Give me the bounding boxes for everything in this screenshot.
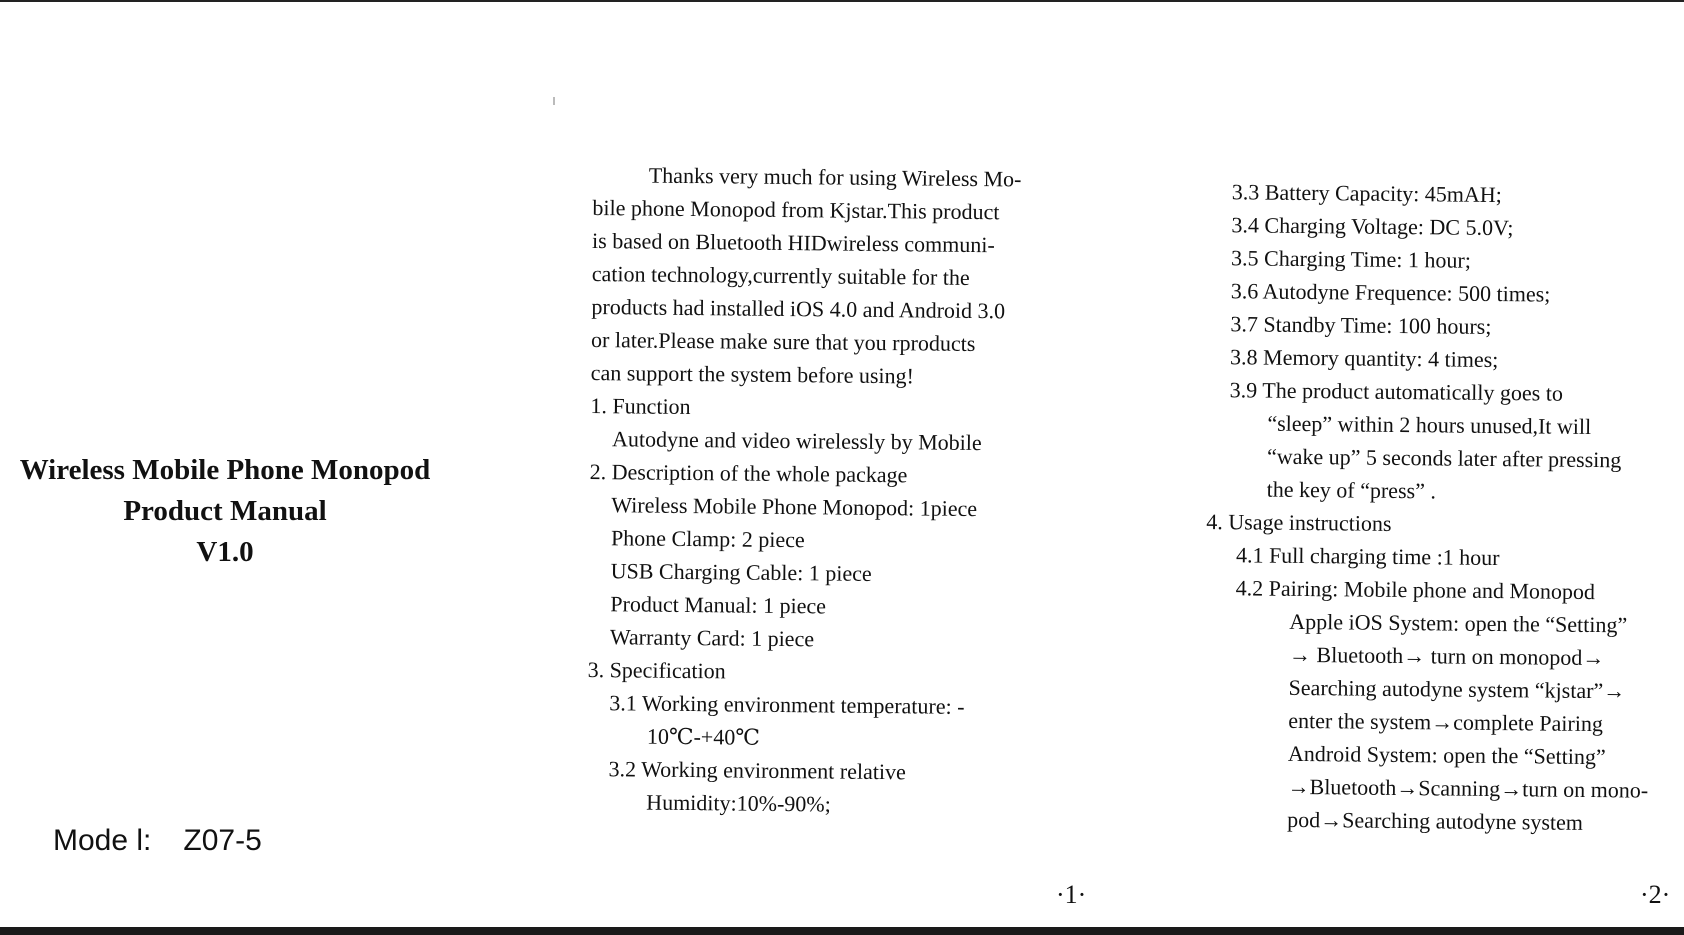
intro-line: or later.Please make sure that you rproducts <box>590 326 976 357</box>
spec-item-continued: the key of “press” . <box>1266 476 1437 504</box>
spec-item: 3.2 Working environment relative <box>608 756 906 785</box>
spec-item-continued: “wake up” 5 seconds later after pressing <box>1266 443 1622 473</box>
spec-item: 3.3 Battery Capacity: 45mAH; <box>1231 179 1503 208</box>
spec-item: 3.1 Working environment temperature: - <box>609 690 965 719</box>
section-heading-usage: 4. Usage instructions <box>1206 508 1392 536</box>
model-label: Mode l: <box>53 824 152 857</box>
package-item: USB Charging Cable: 1 piece <box>610 558 872 586</box>
function-text: Autodyne and video wirelessly by Mobile <box>611 426 982 456</box>
intro-line: is based on Bluetooth HIDwireless communi- <box>592 227 995 258</box>
spec-item: 3.5 Charging Time: 1 hour; <box>1231 245 1472 273</box>
usage-item: 4.1 Full charging time :1 hour <box>1235 542 1500 571</box>
spec-item: 3.7 Standby Time: 100 hours; <box>1230 311 1492 339</box>
page2-column <box>1203 175 1654 840</box>
intro-line: can support the system before using! <box>590 359 915 389</box>
spec-item: 3.4 Charging Voltage: DC 5.0V; <box>1231 212 1514 241</box>
pairing-line: Android System: open the “Setting” <box>1287 740 1606 770</box>
page1-column <box>586 158 1022 822</box>
model-line <box>53 824 262 858</box>
usage-item: 4.2 Pairing: Mobile phone and Monopod <box>1235 575 1596 605</box>
intro-line: cation technology,currently suitable for the <box>591 260 970 290</box>
spec-item-continued: 10℃-+40℃ <box>646 723 761 750</box>
spec-item-continued: “sleep” within 2 hours unused,It will <box>1267 410 1592 440</box>
pairing-line: →Bluetooth→Scanning→turn on mono- <box>1287 773 1649 803</box>
package-item: Warranty Card: 1 piece <box>609 624 815 652</box>
intro-line: bile phone Monopod from Kjstar.This product <box>592 194 1000 225</box>
spec-item: 3.8 Memory quantity: 4 times; <box>1229 344 1499 373</box>
pairing-line: enter the system→complete Pairing <box>1288 707 1604 737</box>
spec-item: 3.9 The product automatically goes to <box>1229 377 1564 406</box>
cover-version: V1.0 <box>196 536 254 568</box>
spec-item-continued: Humidity:10%-90%; <box>646 789 831 817</box>
package-item: Product Manual: 1 piece <box>610 591 827 619</box>
package-item: Phone Clamp: 2 piece <box>610 525 805 553</box>
spec-item: 3.6 Autodyne Frequence: 500 times; <box>1230 278 1551 307</box>
section-heading-function: 1. Function <box>590 392 691 420</box>
top-border <box>0 0 1684 2</box>
pairing-line: Apple iOS System: open the “Setting” <box>1289 608 1628 638</box>
scan-mark <box>553 97 555 105</box>
intro-line: Thanks very much for using Wireless Mo- <box>648 162 1022 192</box>
model-value: Z07-5 <box>183 824 262 857</box>
pairing-line: → Bluetooth→ turn on monopod→ <box>1288 641 1605 671</box>
package-item: Wireless Mobile Phone Monopod: 1piece <box>611 492 978 522</box>
section-heading-specification: 3. Specification <box>587 656 726 684</box>
cover-title: Wireless Mobile Phone Monopod <box>19 454 431 486</box>
cover-title-block <box>0 450 460 573</box>
intro-line: products had installed iOS 4.0 and Android 3.0 <box>591 293 1006 324</box>
pairing-line: pod→Searching autodyne system <box>1287 806 1584 835</box>
section-heading-package: 2. Description of the whole package <box>589 458 908 488</box>
cover-subtitle: Product Manual <box>123 495 327 527</box>
page-number-2: ·2· <box>1640 880 1671 909</box>
bottom-border <box>0 927 1684 935</box>
pairing-line: Searching autodyne system “kjstar”→ <box>1288 674 1626 704</box>
page-number-1: ·1· <box>1056 880 1087 909</box>
